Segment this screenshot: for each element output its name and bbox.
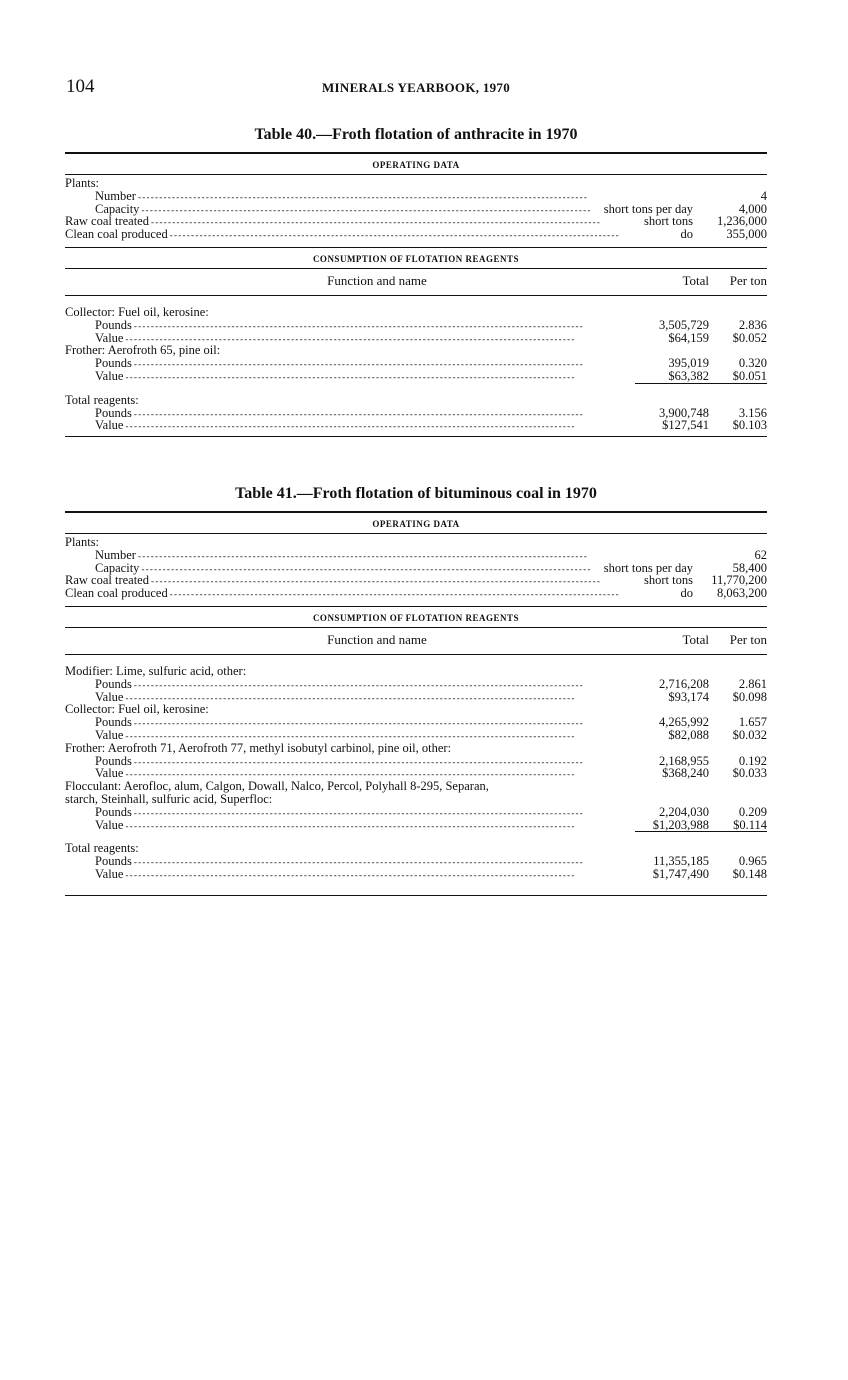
reagent-name: Modifier: Lime, sulfuric acid, other:	[65, 663, 247, 678]
row-label: Value	[95, 866, 124, 881]
row-label: Pounds	[95, 804, 132, 819]
table-title: Table 40.—Froth flotation of anthracite in 1970	[254, 126, 578, 143]
row-label: Value	[95, 689, 124, 704]
per-ton-cell: 1.657	[738, 715, 767, 730]
col-per-ton: Per ton	[729, 631, 767, 647]
reagent-name: Flocculant: Aerofloc, alum, Calgon, Dowall, Nalco, Percol, Polyhall 8-295, Separan,	[65, 779, 489, 794]
reagent-name-continued: starch, Steinhall, sulfuric acid, Superfloc:	[65, 791, 273, 806]
divider	[65, 436, 767, 437]
row-label: Value	[95, 817, 124, 832]
table-row	[65, 819, 767, 832]
per-ton-cell: $0.052	[732, 330, 767, 345]
operating-unit: do	[680, 227, 693, 242]
row-label: Pounds	[95, 405, 132, 420]
total-cell: 4,265,992	[659, 715, 709, 730]
total-cell: 3,505,729	[659, 317, 709, 332]
total-cell: $93,174	[668, 689, 709, 704]
reagent-group	[65, 780, 767, 831]
table-row	[65, 319, 767, 332]
reagent-group	[65, 296, 767, 344]
per-ton-cell: 0.965	[738, 854, 767, 869]
operating-row	[65, 190, 767, 203]
reagent-name: Collector: Fuel oil, kerosine:	[65, 304, 209, 319]
operating-row	[65, 215, 767, 228]
table-row	[65, 370, 767, 383]
divider	[65, 895, 767, 896]
operating-row	[65, 574, 767, 587]
total-cell: 3,900,748	[659, 405, 709, 420]
row-label: Pounds	[95, 676, 132, 691]
reagent-group	[65, 344, 767, 382]
per-ton-cell: $0.098	[732, 689, 767, 704]
operating-unit: do	[680, 586, 693, 601]
operating-unit: short tons per day	[603, 560, 693, 575]
total-cell: $64,159	[668, 330, 709, 345]
total-cell: 2,716,208	[659, 676, 709, 691]
per-ton-cell: $0.032	[732, 727, 767, 742]
operating-label: Raw coal treated	[65, 214, 149, 229]
operating-value: 8,063,200	[717, 586, 767, 601]
reagent-group	[65, 703, 767, 741]
consumption-heading: CONSUMPTION OF FLOTATION REAGENTS	[65, 248, 767, 269]
total-cell: $1,747,490	[652, 866, 709, 881]
row-label: Pounds	[95, 753, 132, 768]
per-ton-cell: $0.033	[732, 766, 767, 781]
operating-unit: short tons	[644, 573, 693, 588]
operating-label: Number	[95, 547, 136, 562]
row-label: Pounds	[95, 317, 132, 332]
total-reagents-label: Total reagents:	[65, 392, 139, 407]
operating-label: Raw coal treated	[65, 573, 149, 588]
operating-value: 58,400	[732, 560, 767, 575]
total-reagents-label: Total reagents:	[65, 841, 139, 856]
row-label: Value	[95, 330, 124, 345]
reagent-group	[65, 742, 767, 780]
table-row	[65, 868, 767, 881]
total-cell: 2,204,030	[659, 804, 709, 819]
col-function: Function and name	[327, 631, 427, 647]
plants-label-row	[65, 177, 767, 190]
page-header	[66, 76, 766, 100]
plants-label-row	[65, 536, 767, 549]
consumption-heading: CONSUMPTION OF FLOTATION REAGENTS	[65, 607, 767, 628]
operating-unit: short tons per day	[603, 201, 693, 216]
reagent-group	[65, 655, 767, 703]
total-cell: 11,355,185	[653, 854, 709, 869]
per-ton-cell: 0.209	[738, 804, 767, 819]
per-ton-cell: $0.148	[732, 866, 767, 881]
total-cell: 2,168,955	[659, 753, 709, 768]
table-title: Table 41.—Froth flotation of bituminous coal in 1970	[235, 485, 597, 502]
row-label: Value	[95, 766, 124, 781]
per-ton-cell: 0.192	[738, 753, 767, 768]
total-cell: $63,382	[668, 368, 709, 383]
per-ton-cell: 3.156	[738, 405, 767, 420]
running-title: MINERALS YEARBOOK, 1970	[321, 80, 511, 95]
operating-value: 62	[754, 547, 767, 562]
operating-data-heading: OPERATING DATA	[65, 513, 767, 534]
operating-row	[65, 549, 767, 562]
row-label: Value	[95, 368, 124, 383]
table-40	[65, 126, 767, 437]
operating-label: Capacity	[95, 560, 140, 575]
total-cell: $1,203,988	[652, 817, 709, 832]
table-row	[65, 419, 767, 432]
total-cell: $82,088	[668, 727, 709, 742]
operating-label: Clean coal produced	[65, 227, 168, 242]
row-label: Pounds	[95, 854, 132, 869]
total-cell: $127,541	[662, 418, 709, 433]
total-cell: $368,240	[662, 766, 709, 781]
table-row	[65, 357, 767, 370]
operating-unit: short tons	[644, 214, 693, 229]
table-row	[65, 678, 767, 691]
col-function: Function and name	[327, 272, 427, 288]
column-headers	[65, 269, 767, 296]
plants-label: Plants:	[65, 176, 100, 190]
operating-value: 355,000	[726, 227, 767, 242]
operating-data-heading: OPERATING DATA	[65, 154, 767, 175]
per-ton-cell: $0.114	[733, 817, 767, 832]
row-label: Pounds	[95, 715, 132, 730]
row-label: Value	[95, 727, 124, 742]
reagent-name: Frother: Aerofroth 71, Aerofroth 77, methyl isobutyl carbinol, pine oil, other:	[65, 740, 452, 755]
operating-value: 11,770,200	[711, 573, 767, 588]
operating-value: 4	[760, 188, 767, 203]
operating-label: Capacity	[95, 201, 140, 216]
table-row	[65, 806, 767, 819]
reagent-name: Collector: Fuel oil, kerosine:	[65, 702, 209, 717]
total-reagents	[65, 384, 767, 432]
column-headers	[65, 628, 767, 655]
per-ton-cell: 2.861	[738, 676, 767, 691]
per-ton-cell: $0.103	[732, 418, 767, 433]
col-total: Total	[682, 272, 709, 288]
page-number: 104	[66, 76, 95, 97]
total-reagents	[65, 832, 767, 880]
col-per-ton: Per ton	[729, 272, 767, 288]
per-ton-cell: 0.320	[738, 356, 767, 371]
row-label: Value	[95, 418, 124, 433]
col-total: Total	[682, 631, 709, 647]
table-row	[65, 729, 767, 742]
total-cell: 395,019	[668, 356, 709, 371]
operating-row	[65, 228, 767, 241]
table-41	[65, 485, 767, 896]
per-ton-cell: $0.051	[732, 368, 767, 383]
reagent-name: Frother: Aerofroth 65, pine oil:	[65, 343, 221, 358]
operating-row	[65, 587, 767, 600]
operating-label: Clean coal produced	[65, 586, 168, 601]
table-row	[65, 716, 767, 729]
operating-value: 4,000	[738, 201, 767, 216]
per-ton-cell: 2.836	[738, 317, 767, 332]
operating-value: 1,236,000	[717, 214, 767, 229]
row-label: Pounds	[95, 356, 132, 371]
operating-label: Number	[95, 188, 136, 203]
plants-label: Plants:	[65, 535, 100, 549]
